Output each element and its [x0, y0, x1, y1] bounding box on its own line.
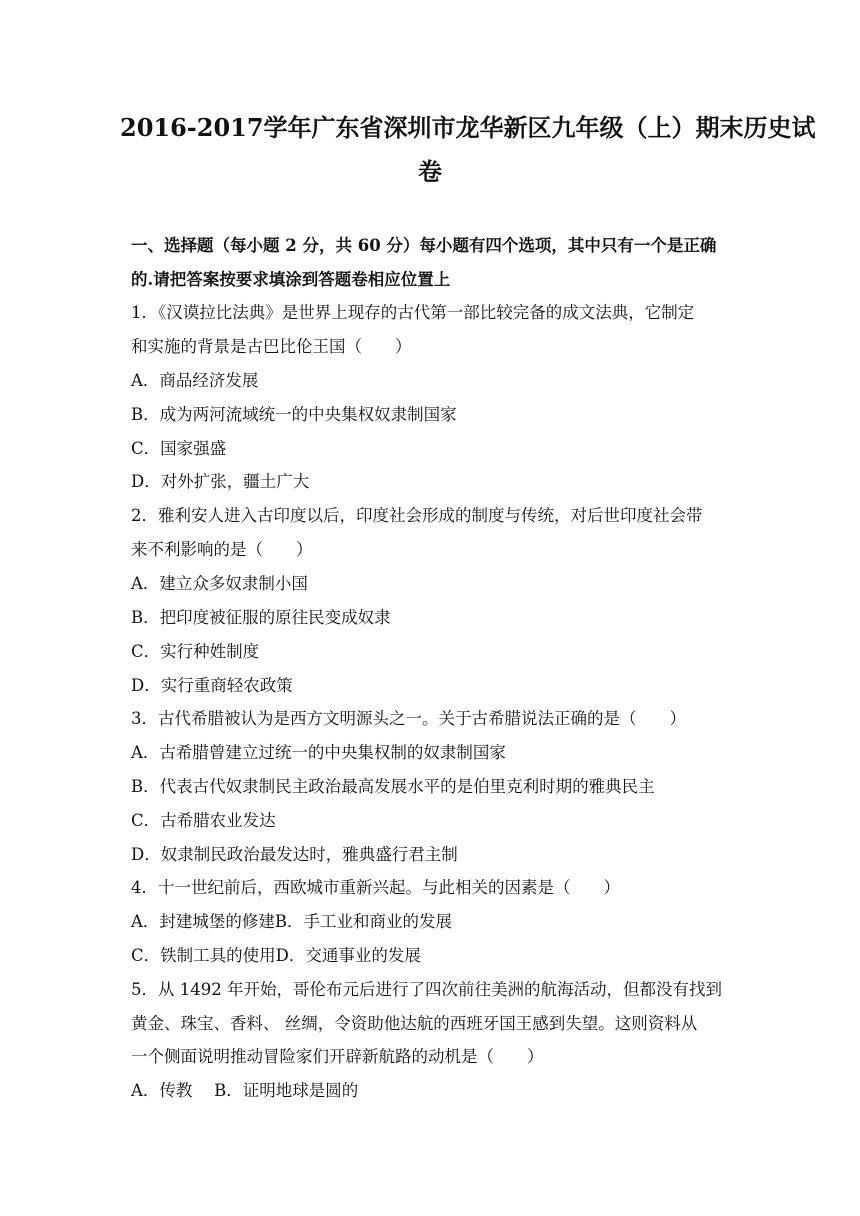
- question-1-stem-line-2: 和实施的背景是古巴比伦王国（ ）: [131, 337, 412, 356]
- question-5-stem-line-1: 5．从 1492 年开始，哥伦布元后进行了四次前往美洲的航海活动，但都没有找到: [131, 980, 722, 999]
- question-3-option-d: D．奴隶制民政治最发达时，雅典盛行君主制: [131, 845, 458, 864]
- question-5-options-ab: A．传教 B．证明地球是圆的: [131, 1081, 359, 1100]
- question-1-option-c: C．国家强盛: [131, 439, 227, 458]
- question-3-option-a: A．古希腊曾建立过统一的中央集权制的奴隶制国家: [131, 743, 506, 762]
- question-3-option-b: B．代表古代奴隶制民主政治最高发展水平的是伯里克利时期的雅典民主: [131, 777, 655, 796]
- section-heading-line-1: 一、选择题（每小题 2 分，共 60 分）每小题有四个选项，其中只有一个是正确: [131, 236, 717, 255]
- exam-title-line-2: 卷: [418, 157, 442, 186]
- question-1-option-b: B．成为两河流域统一的中央集权奴隶制国家: [131, 405, 457, 424]
- question-4-options-ab: A．封建城堡的修建B．手工业和商业的发展: [131, 912, 453, 931]
- question-2-stem-line-2: 来不利影响的是（ ）: [131, 540, 313, 559]
- question-3-stem-line-1: 3．古代希腊被认为是西方文明源头之一。关于古希腊说法正确的是（ ）: [131, 709, 686, 728]
- question-4-stem-line-1: 4．十一世纪前后，西欧城市重新兴起。与此相关的因素是（ ）: [131, 878, 620, 897]
- question-2-stem-line-1: 2．雅利安人进入古印度以后，印度社会形成的制度与传统，对后世印度社会带: [131, 506, 703, 525]
- question-5-stem-line-3: 一个侧面说明推动冒险家们开辟新航路的动机是（ ）: [131, 1047, 544, 1066]
- question-3-option-c: C．古希腊农业发达: [131, 811, 276, 830]
- question-2-option-b: B．把印度被征服的原往民变成奴隶: [131, 608, 391, 627]
- question-2-option-c: C．实行种姓制度: [131, 642, 260, 661]
- question-1-option-d: D．对外扩张，疆土广大: [131, 472, 310, 491]
- question-4-options-cd: C．铁制工具的使用D．交通事业的发展: [131, 946, 421, 965]
- question-1-option-a: A．商品经济发展: [131, 371, 259, 390]
- question-1-stem-line-1: 1．《汉谟拉比法典》是世界上现存的古代第一部比较完备的成文法典，它制定: [131, 303, 695, 322]
- section-heading-line-2: 的.请把答案按要求填涂到答题卷相应位置上: [131, 270, 451, 289]
- exam-title-line-1: 2016-2017学年广东省深圳市龙华新区九年级（上）期末历史试: [120, 113, 816, 142]
- question-5-stem-line-2: 黄金、珠宝、香料、 丝绸，令资助他达航的西班牙国王感到失望。这则资料从: [131, 1014, 698, 1033]
- question-2-option-a: A．建立众多奴隶制小国: [131, 574, 308, 593]
- question-2-option-d: D．实行重商轻农政策: [131, 676, 293, 695]
